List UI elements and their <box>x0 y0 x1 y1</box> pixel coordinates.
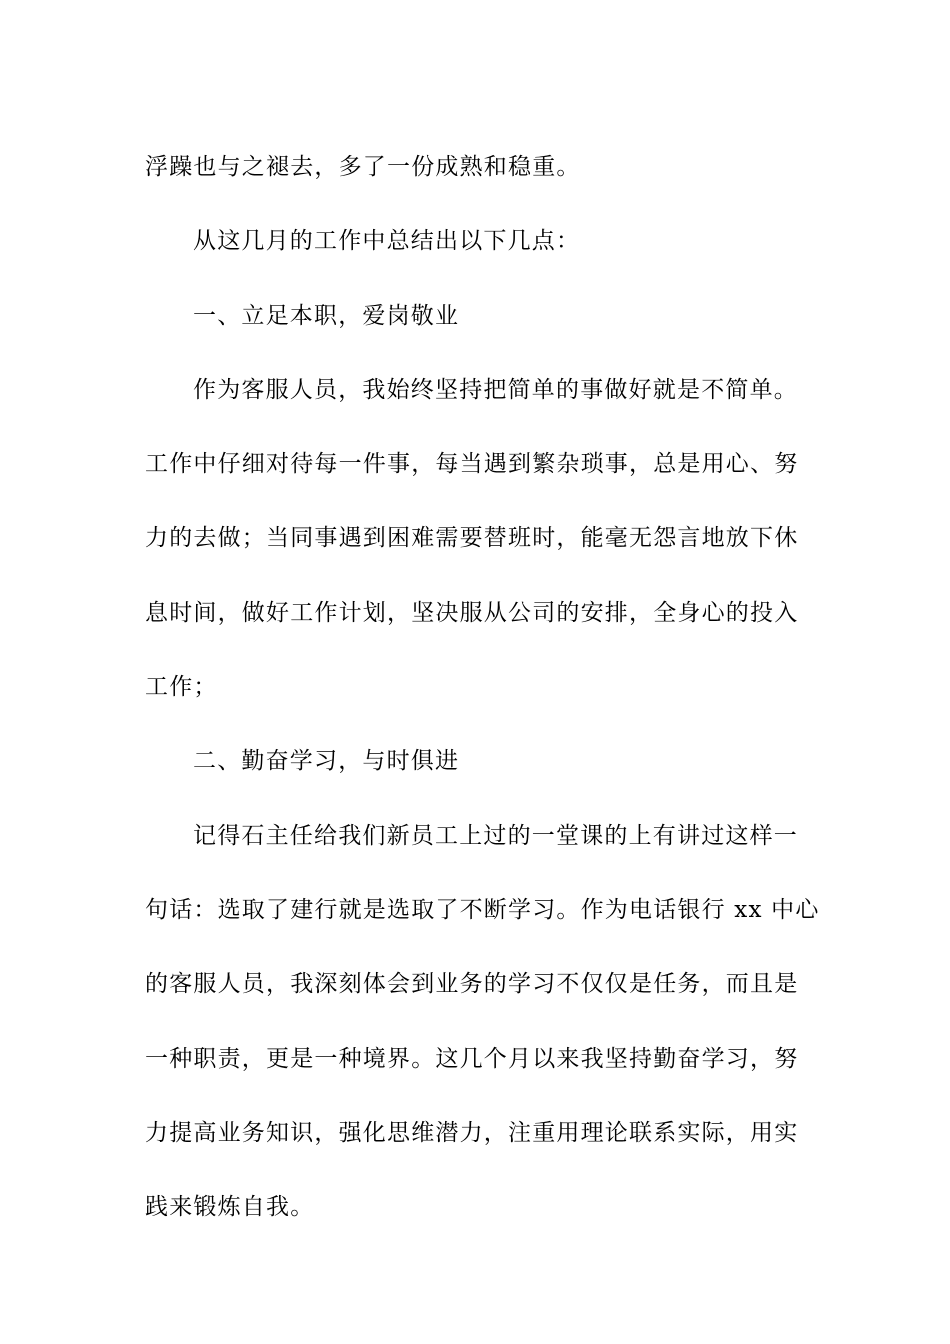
paragraph-line: 记得石主任给我们新员工上过的一堂课的上有讲过这样一 <box>193 822 798 849</box>
paragraph-line: 息时间，做好工作计划，坚决服从公司的安排，全身心的投入 <box>145 599 799 626</box>
document-body <box>145 130 820 1244</box>
paragraph-line: 句话：选取了建行就是选取了不断学习。作为电话银行 xx 中心 <box>145 896 820 923</box>
paragraph-line: 力提高业务知识，强化思维潜力，注重用理论联系实际，用实 <box>145 1119 799 1146</box>
paragraph-line: 浮躁也与之褪去，多了一份成熟和稳重。 <box>145 154 581 180</box>
section-heading: 一、立足本职，爱岗敬业 <box>193 302 460 329</box>
paragraph-line: 作为客服人员，我始终坚持把简单的事做好就是不简单。 <box>193 376 798 403</box>
section-heading: 二、勤奋学习，与时俱进 <box>193 748 460 775</box>
paragraph-line: 从这几月的工作中总结出以下几点： <box>193 228 581 255</box>
paragraph-line: 工作中仔细对待每一件事，每当遇到繁杂琐事，总是用心、努 <box>145 451 799 478</box>
paragraph-line: 力的去做；当同事遇到困难需要替班时，能毫无怨言地放下休 <box>145 525 799 552</box>
paragraph-line: 工作； <box>145 674 218 701</box>
paragraph-line: 的客服人员，我深刻体会到业务的学习不仅仅是任务，而且是 <box>145 971 799 998</box>
paragraph-line: 践来锻炼自我。 <box>145 1194 315 1221</box>
paragraph-line: 一种职责，更是一种境界。这几个月以来我坚持勤奋学习，努 <box>145 1045 799 1072</box>
